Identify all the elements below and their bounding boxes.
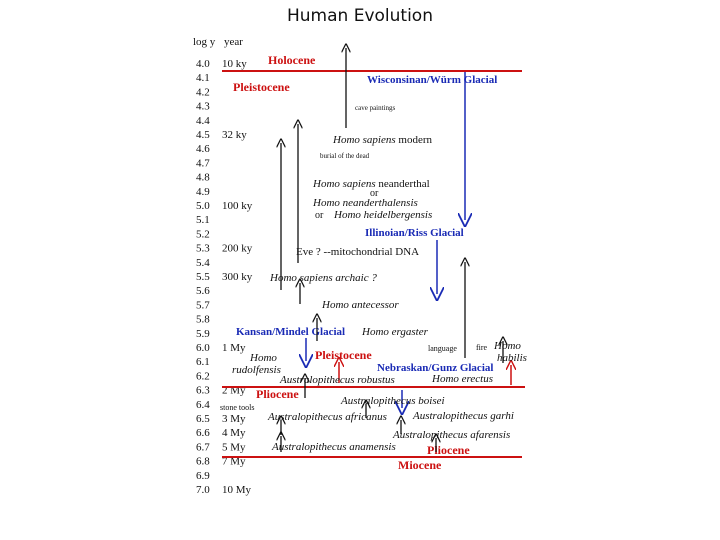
- year-label: 10 ky: [222, 58, 247, 70]
- holocene-label: Holocene: [268, 53, 316, 67]
- cave-paintings-note: cave paintings: [355, 104, 396, 112]
- year-header: year: [224, 36, 243, 48]
- language-note: language: [428, 344, 457, 353]
- year-label: 5 My: [222, 441, 246, 454]
- log-value: 4.4: [196, 114, 210, 127]
- australopithecus-robustus-label: Australopithecus robustus: [280, 374, 395, 386]
- miocene-label: Miocene: [398, 458, 442, 472]
- log-value: 5.9: [196, 327, 210, 340]
- australopithecus-garhi-label: Australopithecus garhi: [413, 410, 514, 422]
- year-label: 4 My: [222, 427, 246, 440]
- pliocene-label: Pliocene: [256, 387, 299, 401]
- year-label: 7 My: [222, 455, 246, 468]
- homo-rudolfensis-label-2: rudolfensis: [232, 364, 281, 376]
- homo-rudolfensis-label-1: Homo: [250, 352, 277, 364]
- log-value: 6.6: [196, 427, 210, 440]
- homo-sapiens-archaic-label: Homo sapiens archaic ?: [270, 272, 377, 284]
- log-value: 6.2: [196, 370, 210, 383]
- australopithecus-boisei-label: Australopithecus boisei: [341, 395, 445, 407]
- log-value-column: [196, 58, 210, 496]
- log-value: 4.1: [196, 72, 210, 85]
- log-value: 5.4: [196, 256, 210, 269]
- log-value: 5.0: [196, 200, 210, 212]
- log-value: 5.7: [196, 299, 210, 312]
- fire-note: fire: [476, 343, 488, 352]
- log-value: 4.3: [196, 100, 210, 113]
- log-value: 4.7: [196, 157, 210, 170]
- log-value: 6.9: [196, 469, 210, 482]
- year-label: 300 ky: [222, 271, 253, 283]
- year-label-column: [222, 58, 253, 496]
- log-y-header: log y: [193, 36, 216, 48]
- log-value: 4.6: [196, 143, 210, 156]
- homo-heidelbergensis-label: Homo heidelbergensis: [334, 209, 433, 221]
- log-value: 4.0: [196, 58, 210, 70]
- stone-tools-note: stone tools: [220, 403, 255, 412]
- log-value: 5.5: [196, 271, 210, 283]
- log-value: 5.3: [196, 242, 210, 255]
- log-value: 4.8: [196, 171, 210, 184]
- log-value: 4.9: [196, 185, 210, 198]
- illinoian-glacial-label: Illinoian/Riss Glacial: [365, 227, 464, 239]
- eve-mitochondrial-label: Eve ? --mitochondrial DNA: [296, 246, 420, 258]
- log-value: 5.8: [196, 313, 210, 326]
- log-value: 7.0: [196, 484, 210, 496]
- year-label: 32 ky: [222, 129, 247, 141]
- year-label: 10 My: [222, 484, 252, 496]
- log-value: 4.5: [196, 129, 210, 141]
- log-value: 6.8: [196, 455, 210, 468]
- diagram-title: Human Evolution: [287, 6, 433, 26]
- log-value: 5.6: [196, 285, 210, 298]
- log-value: 6.1: [196, 356, 210, 369]
- homo-habilis-label-1: Homo: [494, 340, 521, 352]
- year-label: 1 My: [222, 342, 246, 354]
- or-label-2: or: [315, 210, 324, 221]
- burial-note: burial of the dead: [320, 152, 370, 160]
- log-value: 6.0: [196, 342, 210, 354]
- pleistocene-lower-label: Pleistocene: [315, 348, 372, 362]
- year-label: 200 ky: [222, 242, 253, 255]
- australopithecus-africanus-label: Australopithecus africanus: [268, 411, 387, 423]
- homo-sapiens-neanderthal-label: Homo sapiens neanderthal: [313, 178, 430, 190]
- log-value: 6.4: [196, 398, 210, 411]
- year-label: 100 ky: [222, 200, 253, 212]
- log-value: 6.3: [196, 384, 210, 397]
- log-value: 5.2: [196, 228, 210, 241]
- log-value: 6.5: [196, 413, 210, 425]
- wisconsinan-glacial-label: Wisconsinan/Würm Glacial: [367, 74, 498, 86]
- australopithecus-anamensis-label: Australopithecus anamensis: [272, 441, 396, 453]
- homo-erectus-label: Homo erectus: [432, 373, 493, 385]
- nebraskan-glacial-label: Nebraskan/Gunz Glacial: [377, 362, 494, 374]
- homo-antecessor-label: Homo antecessor: [322, 299, 399, 311]
- log-value: 6.7: [196, 441, 210, 454]
- homo-ergaster-label: Homo ergaster: [362, 326, 428, 338]
- australopithecus-afarensis-label: Australopithecus afarensis: [393, 429, 511, 441]
- year-label: 3 My: [222, 413, 246, 425]
- log-value: 5.1: [196, 214, 210, 227]
- log-value: 4.2: [196, 86, 210, 99]
- pliocene-right-label: Pliocene: [427, 443, 470, 457]
- kansan-glacial-label: Kansan/Mindel Glacial: [236, 326, 346, 338]
- or-label-1: or: [370, 188, 379, 199]
- homo-habilis-label-2: habilis: [497, 352, 527, 364]
- year-label: 2 My: [222, 384, 246, 397]
- pleistocene-label: Pleistocene: [233, 80, 290, 94]
- homo-neanderthalensis-label: Homo neanderthalensis: [313, 197, 418, 209]
- homo-sapiens-modern-label: Homo sapiens modern: [333, 134, 432, 146]
